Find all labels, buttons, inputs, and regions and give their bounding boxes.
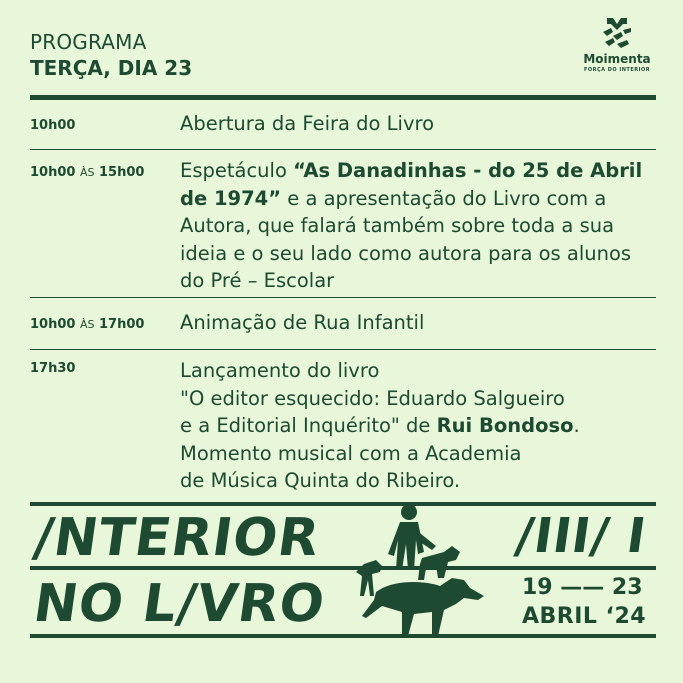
row-divider xyxy=(30,297,656,298)
row-divider xyxy=(30,349,656,350)
event-description: Lançamento do livro "O editor esquecido: Eduardo Salgueiro e a Editorial Inquérito" de Rui Bondoso. Momento musical com a Academia de Música Quinta do Ribeiro. xyxy=(180,359,580,492)
show-title: “As Danadinhas - do 25 de Abril de 1974” xyxy=(180,159,643,210)
header-rule xyxy=(30,95,656,100)
author-name: Rui Bondoso xyxy=(436,414,574,437)
event-month-year: ABRIL ‘24 xyxy=(522,604,647,629)
logo-tagline: FORÇA DO INTERIOR xyxy=(583,67,651,73)
event-time: 17h30 xyxy=(30,361,76,376)
moimenta-logo xyxy=(572,16,662,86)
logo-name: Moimenta xyxy=(583,52,651,66)
event-dates: 19 —— 23 xyxy=(522,575,643,600)
event-title-line1: /NTERIOR xyxy=(30,508,324,568)
event-time: 10h00 ÀS 15h00 xyxy=(30,165,145,180)
event-description: Animação de Rua Infantil xyxy=(180,311,425,334)
banner-top-rule xyxy=(30,502,656,506)
event-time: 10h00 ÀS 17h00 xyxy=(30,317,145,332)
program-label: PROGRAMA xyxy=(30,30,147,54)
banner-bottom-rule xyxy=(30,634,656,638)
event-time: 10h00 xyxy=(30,118,76,133)
moimenta-emblem-icon xyxy=(599,16,635,50)
man-and-dogs-illustration xyxy=(352,500,492,640)
day-heading: TERÇA, DIA 23 xyxy=(30,56,193,80)
row-divider xyxy=(30,149,656,150)
event-title-line2: NO L/VRO xyxy=(30,574,329,634)
edition-tally: /III/ I xyxy=(512,508,651,564)
event-description: Espetáculo “As Danadinhas - do 25 de Abril de 1974” e a apresentação do Livro com a Autora, que falará também sobre toda a sua ideia e o seu lado como autora para os alunos do Pré – Escolar xyxy=(180,159,643,292)
event-description: Abertura da Feira do Livro xyxy=(180,112,435,135)
